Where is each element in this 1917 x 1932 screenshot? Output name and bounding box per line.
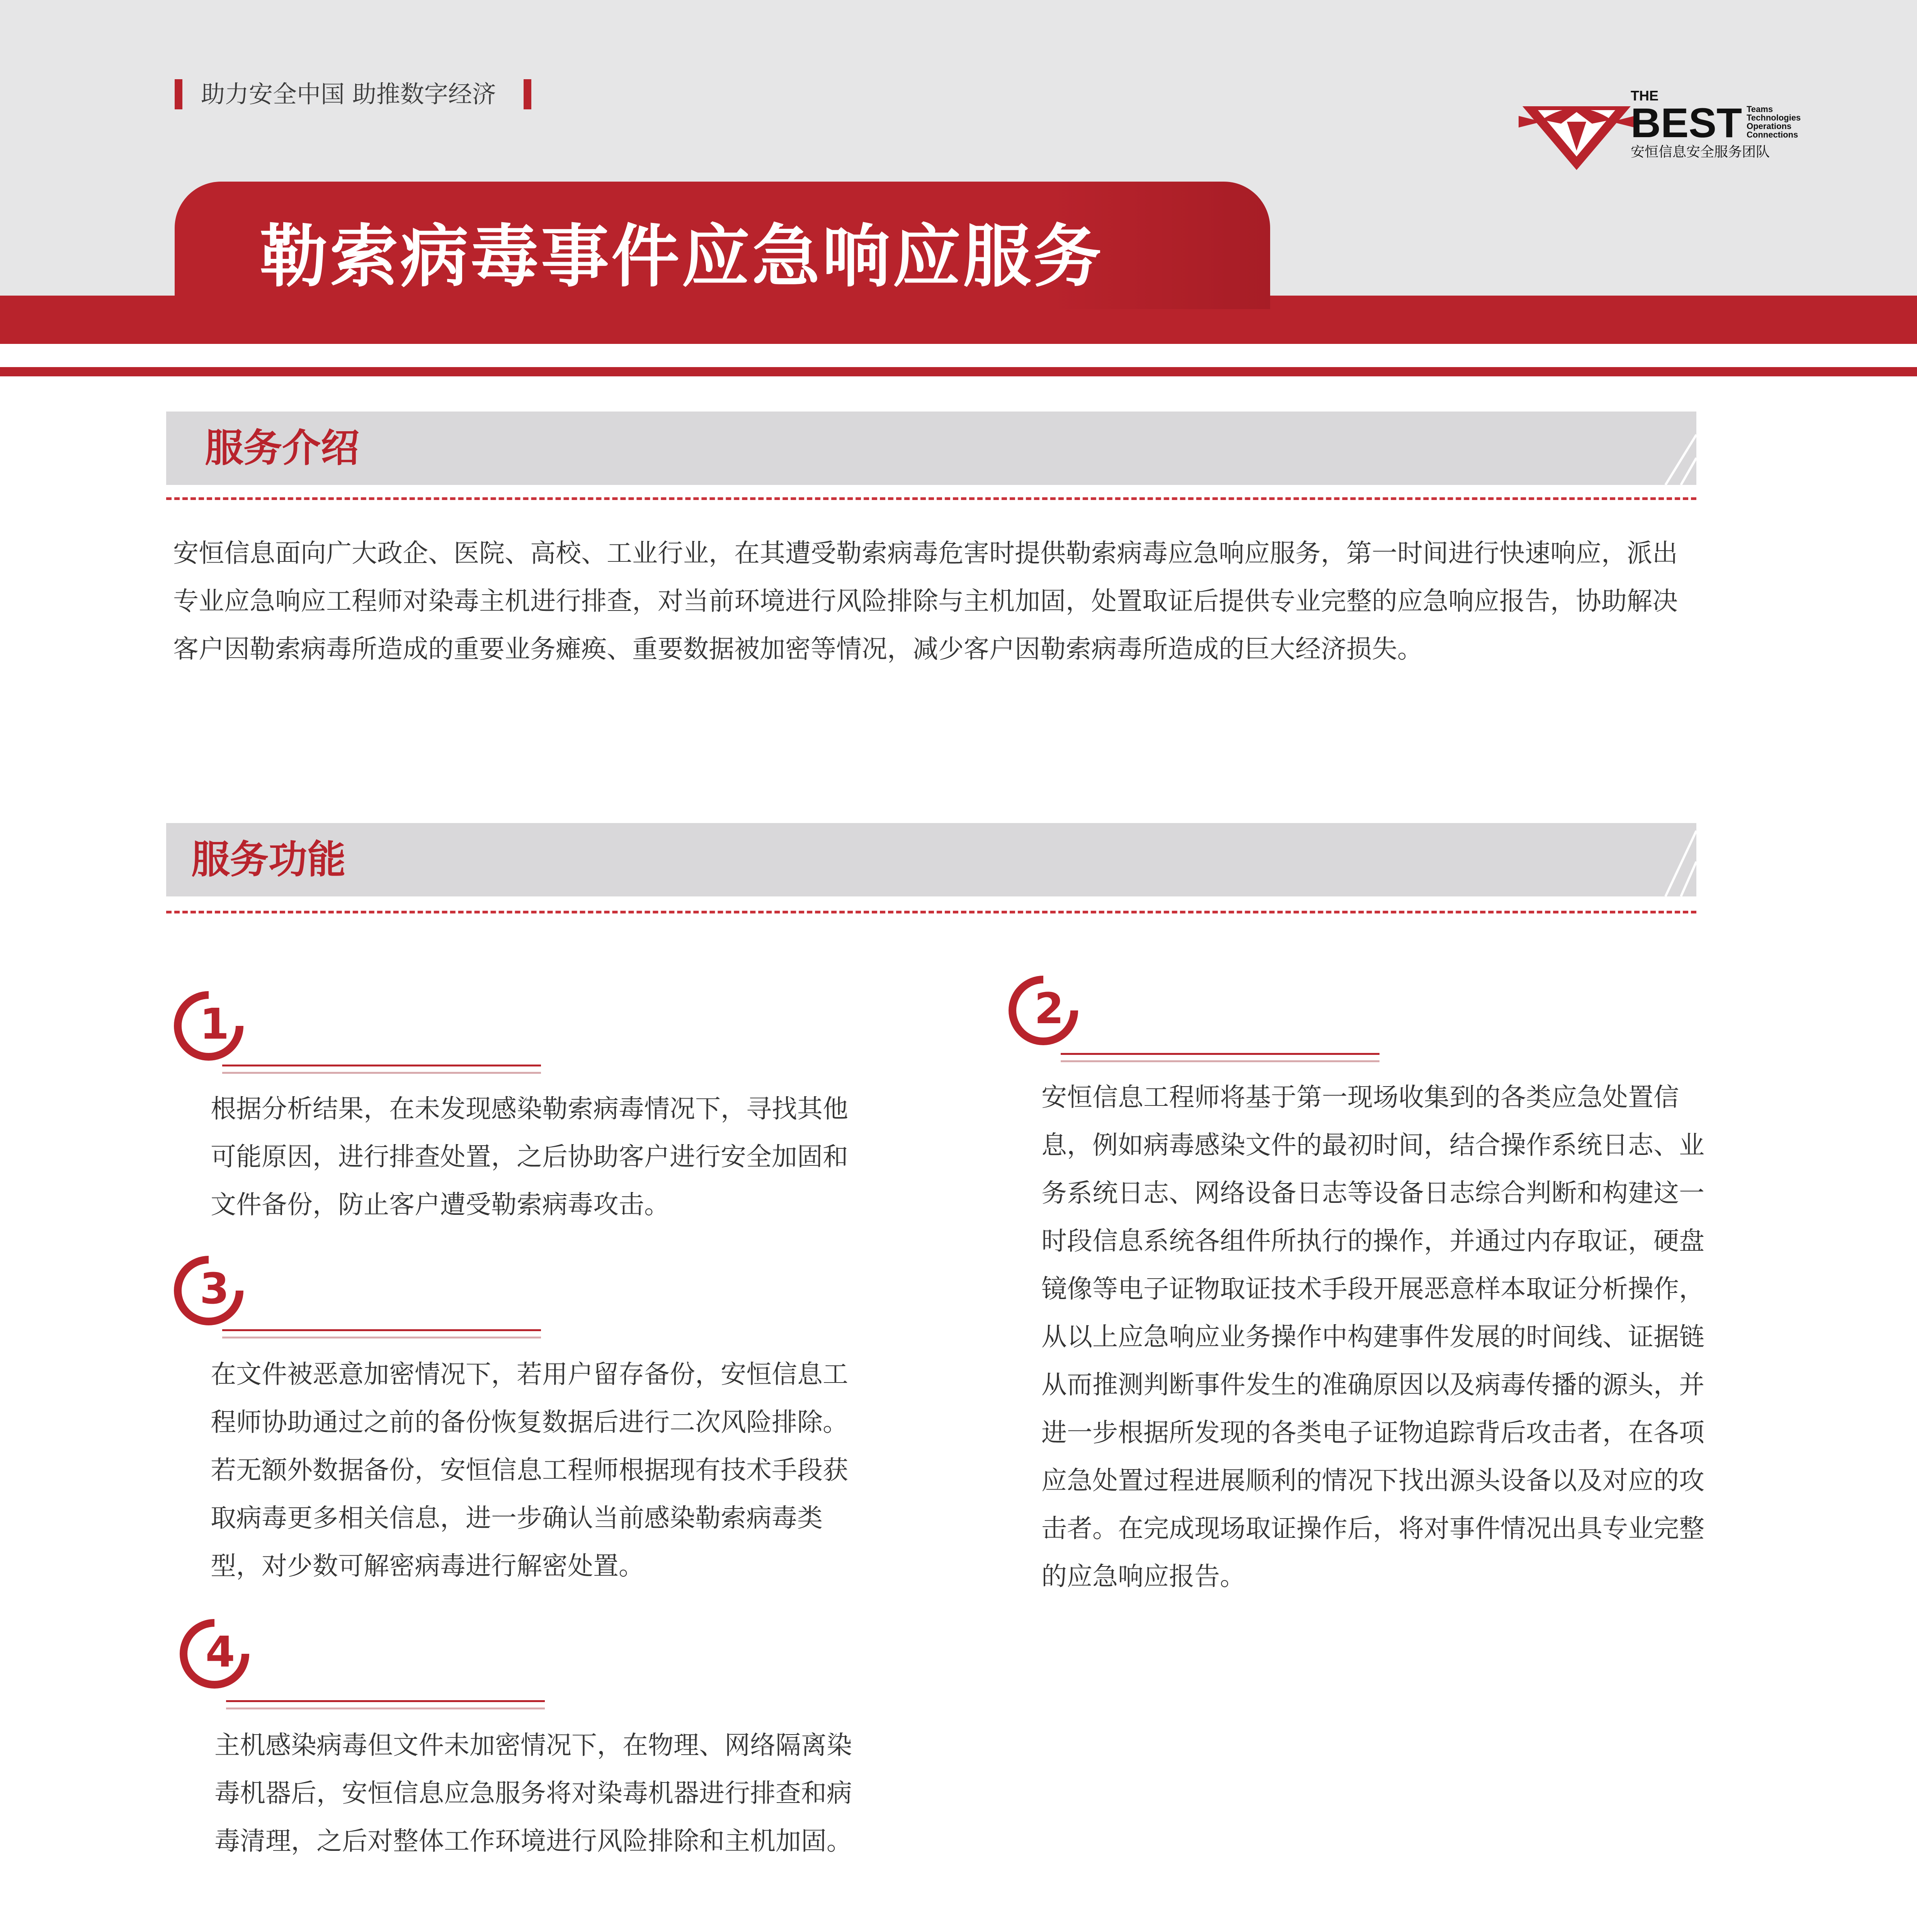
header-rule	[0, 367, 1917, 376]
logo-the: THE	[1631, 88, 1658, 104]
logo-word-3: Operations	[1747, 121, 1792, 131]
page-title: 勒索病毒事件应急响应服务	[260, 217, 1104, 296]
item-number-2: 2	[1034, 984, 1064, 1033]
function-item-4-text: 主机感染病毒但文件未加密情况下，在物理、网络隔离染毒机器后，安恒信息应急服务将对染毒机器进行排查和病毒清理，之后对整体工作环境进行风险排除和主机加固。	[214, 1730, 852, 1856]
eagle-shield-icon	[1515, 73, 1801, 178]
brand-logo	[1515, 73, 1801, 178]
corner-slash-icon	[1662, 412, 1696, 485]
tagline-left-bar	[175, 79, 182, 109]
item-number-4: 4	[205, 1627, 235, 1677]
logo-word-2: Technologies	[1747, 113, 1801, 122]
logo-word-1: Teams	[1747, 104, 1773, 114]
item-underline	[222, 1329, 541, 1338]
function-item-3-text: 在文件被恶意加密情况下，若用户留存备份，安恒信息工程师协助通过之前的备份恢复数据后进行二次风险排除。若无额外数据备份，安恒信息工程师根据现有技术手段获取病毒更多相关信息，进一步确认当前感染勒索病毒类型，对少数可解密病毒进行解密处置。	[211, 1359, 848, 1581]
logo-word-4: Connections	[1747, 130, 1798, 139]
logo-best: BEST	[1631, 99, 1742, 146]
function-item-1-text: 根据分析结果，在未发现感染勒索病毒情况下，寻找其他可能原因，进行排查处置，之后协助客户进行安全加固和文件备份，防止客户遭受勒索病毒攻击。	[211, 1094, 848, 1219]
item-number-1: 1	[199, 999, 230, 1049]
tagline-right-bar	[524, 79, 531, 109]
section-header-functions	[166, 823, 1696, 896]
item-underline	[1061, 1053, 1379, 1062]
intro-text: 安恒信息面向广大政企、医院、高校、工业行业，在其遭受勒索病毒危害时提供勒索病毒应急响应服务，第一时间进行快速响应，派出专业应急响应工程师对染毒主机进行排查，对当前环境进行风险排除与主机加固，处置取证后提供专业完整的应急响应报告，协助解决客户因勒索病毒所造成的重要业务瘫痪、重要数据被加密等情况，减少客户因勒索病毒所造成的巨大经济损失。	[173, 538, 1678, 664]
section-divider	[166, 497, 1696, 500]
section-title-intro: 服务介绍	[205, 425, 359, 471]
tagline: 助力安全中国 助推数字经济	[201, 80, 496, 108]
item-underline	[226, 1700, 545, 1709]
corner-slash-icon	[1662, 823, 1696, 896]
section-title-functions: 服务功能	[191, 837, 346, 882]
function-item-2-text: 安恒信息工程师将基于第一现场收集到的各类应急处置信息，例如病毒感染文件的最初时间，结合操作系统日志、业务系统日志、网络设备日志等设备日志综合判断和构建这一时段信息系统各组件所执行的操作，并通过内存取证，硬盘镜像等电子证物取证技术手段开展恶意样本取证分析操作，从以上应急响应业务操作中构建事件发展的时间线、证据链从而推测判断事件发生的准确原因以及病毒传播的源头，并进一步根据所发现的各类电子证物追踪背后攻击者，在各项应急处置过程进展顺利的情况下找出源头设备以及对应的攻击者。在完成现场取证操作后，将对事件情况出具专业完整的应急响应报告。	[1041, 1082, 1704, 1591]
section-header-intro	[166, 412, 1696, 485]
item-underline	[222, 1065, 541, 1074]
item-number-3: 3	[199, 1264, 230, 1313]
logo-subtitle: 安恒信息安全服务团队	[1631, 144, 1770, 160]
section-divider	[166, 911, 1696, 913]
